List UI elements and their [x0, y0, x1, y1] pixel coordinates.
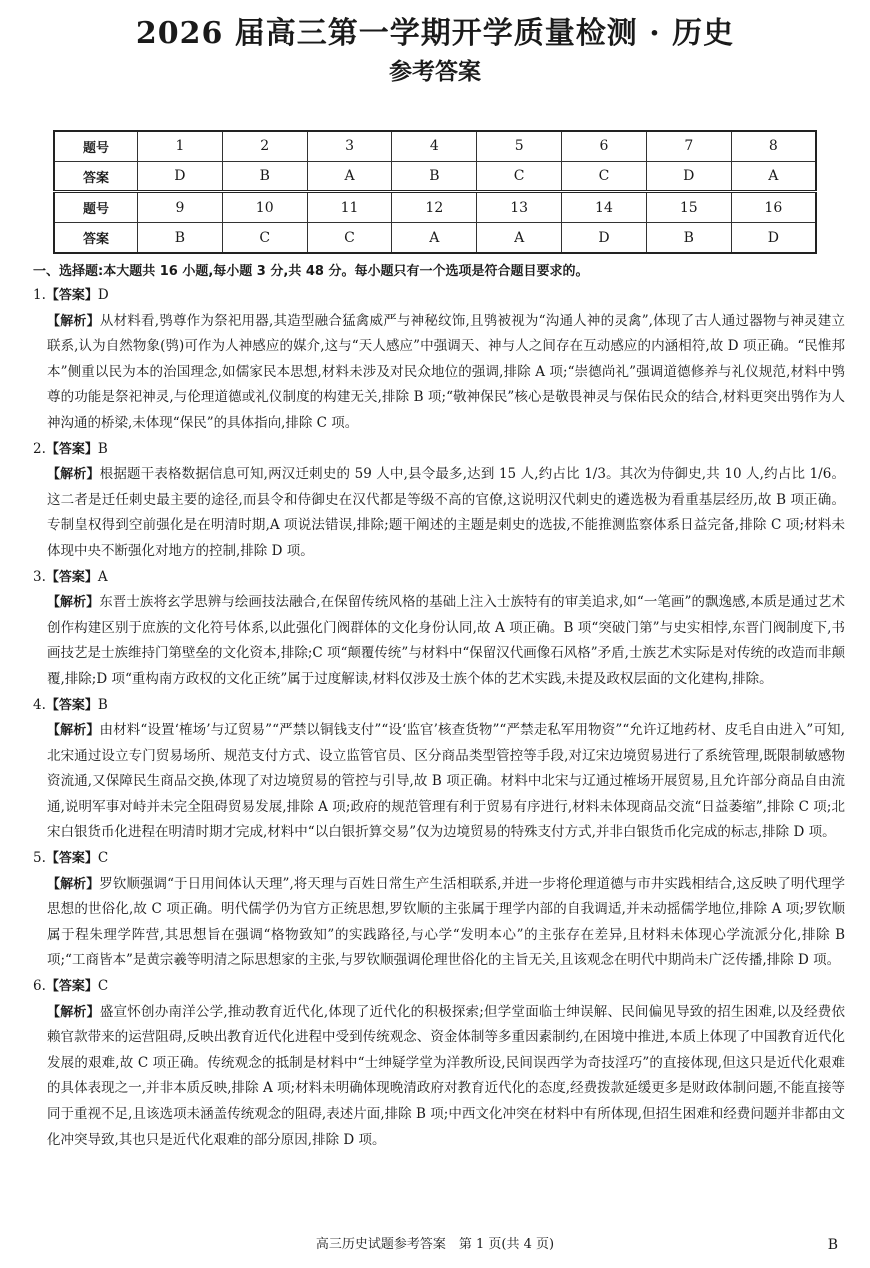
- version-code: B: [827, 1237, 838, 1253]
- table-cell: D: [562, 223, 647, 253]
- analysis-text: 盛宣怀创办南洋公学,推动教育近代化,体现了近代化的积极探索;但学堂面临士绅误解、民间偏见导致的招生困难,以及经费依赖官款带来的运营阻碍,反映出教育近代化进程中受到传统观念、资金体制等多重因素制约,在困境中推进,本质上体现了中国教育近代化发展的艰难,故 C 项正确。传统观念的抵制是材料中“士绅疑学堂为洋教所设,民间误西学为奇技淫巧”的直接体现,但这只是近代化艰难的具体表现之一,并非本质反映,排除 A 项;材料未明确体现晚清政府对教育近代化的态度,经费拨款延缓更多是财政体制问题,不能直接等同于重视不足,且该选项未涵盖传统观念的阻碍,表述片面,排除 B 项;中西文化冲突在材料中有所体现,但招生困难和经费问题并非都由文化冲突导致,其也只是近代化艰难的部分原因,排除 D 项。: [47, 1003, 845, 1148]
- answer-tag: 【答案】: [45, 569, 98, 585]
- analysis-tag: 【解析】: [47, 595, 100, 611]
- table-cell: 3: [307, 131, 392, 161]
- table-row-answers-1: [54, 161, 816, 192]
- table-cell: A: [392, 223, 477, 253]
- table-cell: 1: [138, 131, 223, 161]
- table-cell: 11: [307, 192, 392, 223]
- row-label-answer: 答案: [54, 161, 138, 192]
- table-cell: D: [646, 161, 731, 192]
- analysis-paragraph: [33, 1000, 845, 1154]
- analysis-tag: 【解析】: [47, 467, 100, 483]
- answer-line: [33, 846, 845, 872]
- table-cell: B: [392, 161, 477, 192]
- section-heading: 一、选择题:本大题共 16 小题,每小题 3 分,共 48 分。每小题只有一个选项是符合题目要求的。: [33, 264, 589, 279]
- answer-tag: 【答案】: [45, 851, 98, 867]
- answer-line: [33, 974, 845, 1000]
- question-number: 1.: [33, 287, 46, 303]
- answer-tag: 【答案】: [45, 979, 98, 995]
- table-cell: A: [731, 161, 816, 192]
- question-block-5: [33, 846, 845, 974]
- question-block-1: [33, 283, 845, 437]
- table-cell: C: [307, 223, 392, 253]
- answer-tag: 【答案】: [45, 288, 98, 303]
- table-cell: C: [477, 161, 562, 192]
- table-cell: 9: [138, 192, 223, 223]
- analysis-text: 从材料看,鸮尊作为祭祀用器,其造型融合猛禽威严与神秘纹饰,且鸮被视为“沟通人神的灵禽”,体现了古人通过器物与神灵建立联系,认为自然物象(鸮)可作为人神感应的媒介,这与“天人感应”中强调天、神与人之间存在互动感应的内涵相符,故 D 项正确。“民惟邦本”侧重以民为本的治国理念,如儒家民本思想,材料未涉及对民众地位的强调,排除 A 项;“崇德尚礼”强调道德修养与礼仪规范,材料中鸮尊的功能是祭祀神灵,与伦理道德或礼仪制度的构建无关,排除 B 项;“敬神保民”核心是敬畏神灵与保佑民众的结合,材料更突出鸮作为人神沟通的桥梁,未体现“保民”的具体指向,排除 C 项。: [47, 312, 845, 431]
- question-number: 2.: [33, 440, 46, 457]
- answer-tag: 【答案】: [45, 441, 98, 457]
- answer-line: [33, 437, 845, 463]
- table-cell: 12: [392, 192, 477, 223]
- question-number: 5.: [33, 850, 46, 867]
- question-block-3: [33, 565, 845, 693]
- analysis-paragraph: [33, 718, 845, 846]
- analysis-paragraph: [33, 590, 845, 692]
- table-cell: C: [562, 161, 647, 192]
- table-cell: 15: [646, 192, 731, 223]
- table-cell: 8: [731, 131, 816, 161]
- table-cell: C: [222, 223, 307, 253]
- answer-letter: D: [97, 287, 109, 303]
- table-cell: 4: [392, 131, 477, 161]
- answer-tag: 【答案】: [45, 697, 98, 713]
- analysis-paragraph: [33, 872, 845, 974]
- analysis-tag: 【解析】: [47, 313, 100, 329]
- table-cell: B: [138, 223, 223, 253]
- question-number: 3.: [33, 568, 46, 585]
- table-cell: 16: [731, 192, 816, 223]
- table-cell: 13: [477, 192, 562, 223]
- row-label-answer: 答案: [54, 223, 138, 253]
- answer-letter: B: [97, 696, 108, 713]
- answer-table: [53, 130, 817, 254]
- table-cell: B: [222, 161, 307, 192]
- answer-letter: A: [97, 568, 108, 585]
- analysis-tag: 【解析】: [47, 876, 100, 892]
- answer-line: [33, 693, 845, 719]
- page-footer: 高三历史试题参考答案 第 1 页(共 4 页): [315, 1237, 555, 1252]
- table-cell: 14: [562, 192, 647, 223]
- table-cell: 7: [646, 131, 731, 161]
- question-block-2: [33, 437, 845, 565]
- explanations: [33, 283, 845, 1153]
- answer-letter: C: [97, 850, 109, 867]
- page-subtitle: 参考答案: [389, 58, 481, 85]
- table-cell: A: [477, 223, 562, 253]
- analysis-paragraph: [33, 462, 845, 564]
- analysis-tag: 【解析】: [47, 723, 100, 739]
- analysis-text: 由材料“设置‘榷场’与辽贸易”“严禁以铜钱支付”“设‘监官’核查货物”“严禁走私军用物资”“允许辽地药材、皮毛自由进入”可知,北宋通过设立专门贸易场所、规范支付方式、设立监管官员、区分商品类型管控等手段,对辽宋边境贸易进行了系统管理,既限制敏感物资流通,又保障民生商品交换,体现了对边境贸易的管控与引导,故 B 项正确。材料中北宋与辽通过榷场开展贸易,且允许部分商品自由流通,说明军事对峙并未完全阻碍贸易发展,排除 A 项;政府的规范管理有利于贸易有序进行,材料未体现商品交流“日益萎缩”,排除 C 项;北宋白银货币化进程在明清时期才完成,材料中“以白银折算交易”仅为边境贸易的特殊支付方式,并非白银货币化完成的标志,排除 D 项。: [47, 722, 845, 841]
- table-cell: A: [307, 161, 392, 192]
- answer-letter: B: [97, 440, 108, 457]
- row-label-number: 题号: [54, 131, 138, 161]
- question-number: 6.: [33, 978, 46, 995]
- question-block-4: [33, 693, 845, 847]
- answer-line: [33, 565, 845, 591]
- analysis-text: 根据题干表格数据信息可知,两汉迁刺史的 59 人中,县令最多,达到 15 人,约占比 1/3。其次为侍御史,共 10 人,约占比 1/6。这二者是迁任刺史最主要的途径,而县令和侍御史在汉代都是等级不高的官僚,这说明汉代刺史的遴选极为看重基层经历,故 B 项正确。专制皇权得到空前强化是在明清时期,A 项说法错误,排除;题干阐述的主题是刺史的选拔,不能推测监察体系日益完备,排除 C 项;材料未体现中央不断强化对地方的控制,排除 D 项。: [47, 466, 845, 559]
- analysis-paragraph: [33, 309, 845, 437]
- analysis-text: 东晋士族将玄学思辨与绘画技法融合,在保留传统风格的基础上注入士族特有的审美追求,如“一笔画”的飘逸感,本质是通过艺术创作构建区别于庶族的文化符号体系,以此强化门阀群体的文化身份认同,故 A 项正确。B 项“突破门第”与史实相悖,东晋门阀制度下,书画技艺是士族维持门第壁垒的文化资本,排除;C 项“颠覆传统”与材料中“保留汉代画像石风格”矛盾,士族艺术实际是对传统的改造而非颠覆,排除;D 项“重构南方政权的文化正统”属于过度解读,材料仅涉及士族个体的艺术实践,未提及政权层面的文化建构,排除。: [47, 594, 845, 687]
- answer-line: [33, 283, 845, 309]
- table-cell: 5: [477, 131, 562, 161]
- table-cell: 6: [562, 131, 647, 161]
- table-cell: D: [138, 161, 223, 192]
- question-number: 4.: [33, 696, 46, 713]
- analysis-text: 罗钦顺强调“于日用间体认天理”,将天理与百姓日常生产生活相联系,并进一步将伦理道德与市井实践相结合,这反映了明代理学思想的世俗化,故 C 项正确。明代儒学仍为官方正统思想,罗钦顺的主张属于理学内部的自我调适,并未动摇儒学地位,排除 A 项;罗钦顺属于程朱理学阵营,其思想旨在强调“格物致知”的实践路径,与心学“发明本心”的主张存在差异,且材料未体现心学流派分化,排除 B 项;“工商皆本”是黄宗羲等明清之际思想家的主张,与罗钦顺强调伦理世俗化的主旨无关,且该观念在明代中期尚未广泛传播,排除 D 项。: [47, 875, 845, 969]
- table-cell: 10: [222, 192, 307, 223]
- table-row-numbers-1: [54, 131, 816, 161]
- page-title: 2026 届高三第一学期开学质量检测 · 历史: [135, 16, 735, 51]
- question-block-6: [33, 974, 845, 1153]
- table-cell: B: [646, 223, 731, 253]
- row-label-number: 题号: [54, 192, 138, 223]
- analysis-tag: 【解析】: [47, 1004, 100, 1020]
- table-row-answers-2: [54, 223, 816, 253]
- table-cell: D: [731, 223, 816, 253]
- table-row-numbers-2: [54, 192, 816, 223]
- answer-letter: C: [97, 978, 109, 995]
- table-cell: 2: [222, 131, 307, 161]
